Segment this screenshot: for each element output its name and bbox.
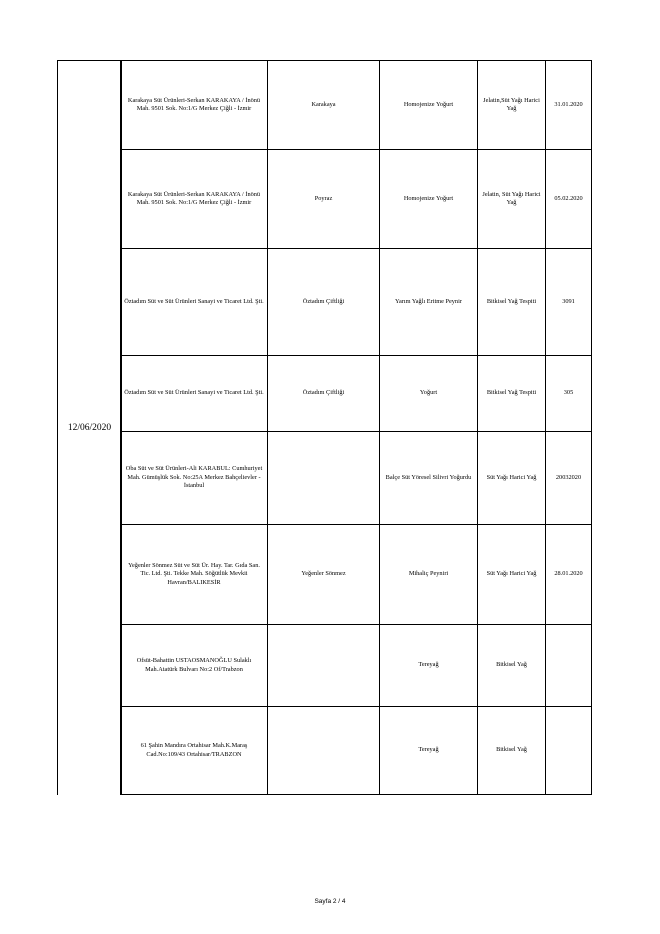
product-cell: Homojenize Yoğurt <box>380 150 478 249</box>
finding-cell: Jelatin, Süt Yağı Harici Yağ <box>478 150 546 249</box>
batch-cell: 31.01.2020 <box>546 61 592 150</box>
table-row <box>121 150 592 249</box>
company-cell: 61 Şahin Mandıra Ortahisar Mah.K.Maraş Cad.No:109/43 Ortahisar/TRABZON <box>121 707 268 795</box>
finding-cell: Bitkisel Yağ <box>478 625 546 707</box>
company-cell: Oba Süt ve Süt Ürünleri-Ali KARABUL: Cumhuriyet Mah. Gümüşlük Sok. No:25A Merkez Bahçelievler - İstanbul <box>121 432 268 525</box>
inspection-date: 12/06/2020 <box>67 423 112 433</box>
product-cell: Tereyağ <box>380 625 478 707</box>
finding-cell: Bitkisel Yağ Tespiti <box>478 249 546 356</box>
company-cell: Ofsüt-Bahattin USTAOSMANOĞLU Sulaklı Mah.Atatürk Bulvarı No:2 Of/Trabzon <box>121 625 268 707</box>
date-cell <box>57 60 122 795</box>
product-cell: Tereyağ <box>380 707 478 795</box>
table-row <box>121 707 592 795</box>
brand-cell: Poyraz <box>268 150 380 249</box>
company-cell: Öztadım Süt ve Süt Ürünleri Sanayi ve Ticaret Ltd. Şti. <box>121 356 268 432</box>
company-cell: Karakaya Süt Ürünleri-Serkan KARAKAYA / İnönü Mah. 9501 Sok. No:1/G Merkez Çiğli - İzmir <box>121 61 268 150</box>
product-cell: Yoğurt <box>380 356 478 432</box>
company-cell: Öztadım Süt ve Süt Ürünleri Sanayi ve Ticaret Ltd. Şti. <box>121 249 268 356</box>
brand-cell: Karakaya <box>268 61 380 150</box>
brand-cell <box>268 432 380 525</box>
batch-cell: 3091 <box>546 249 592 356</box>
brand-cell <box>268 707 380 795</box>
brand-cell: Yeğenler Sönmez <box>268 525 380 625</box>
table-row <box>121 432 592 525</box>
batch-cell <box>546 707 592 795</box>
finding-cell: Süt Yağı Harici Yağ <box>478 432 546 525</box>
table-row <box>121 249 592 356</box>
table-row <box>121 625 592 707</box>
finding-cell: Bitkisel Yağ Tespiti <box>478 356 546 432</box>
table-row <box>121 61 592 150</box>
finding-cell: Jelatin,Süt Yağı Harici Yağ <box>478 61 546 150</box>
batch-cell: 05.02.2020 <box>546 150 592 249</box>
company-cell: Yeğenler Sönmez Süt ve Süt Ür. Hay. Tar. Gıda San. Tic. Ltd. Şti. Tekke Mah. Söğütlük Mevkii Havran/BALIKESİR <box>121 525 268 625</box>
table-row <box>121 356 592 432</box>
brand-cell: Öztadım Çiftliği <box>268 249 380 356</box>
product-cell: Homojenize Yoğurt <box>380 61 478 150</box>
finding-cell: Süt Yağı Harici Yağ <box>478 525 546 625</box>
product-cell: Balçe Süt Yöresel Silivri Yoğurdu <box>380 432 478 525</box>
batch-cell: 20032020 <box>546 432 592 525</box>
batch-cell <box>546 625 592 707</box>
finding-cell: Bitkisel Yağ <box>478 707 546 795</box>
brand-cell <box>268 625 380 707</box>
findings-table <box>120 60 592 795</box>
batch-cell: 28.01.2020 <box>546 525 592 625</box>
brand-cell: Öztadım Çiftliği <box>268 356 380 432</box>
page-number: Sayfa 2 / 4 <box>314 898 346 905</box>
batch-cell: 305 <box>546 356 592 432</box>
product-cell: Yarım Yağlı Eritme Peynir <box>380 249 478 356</box>
company-cell: Karakaya Süt Ürünleri-Serkan KARAKAYA / İnönü Mah. 9501 Sok. No:1/G Merkez Çiğli - İzmir <box>121 150 268 249</box>
product-cell: Mihaliç Peyniri <box>380 525 478 625</box>
table-row <box>121 525 592 625</box>
